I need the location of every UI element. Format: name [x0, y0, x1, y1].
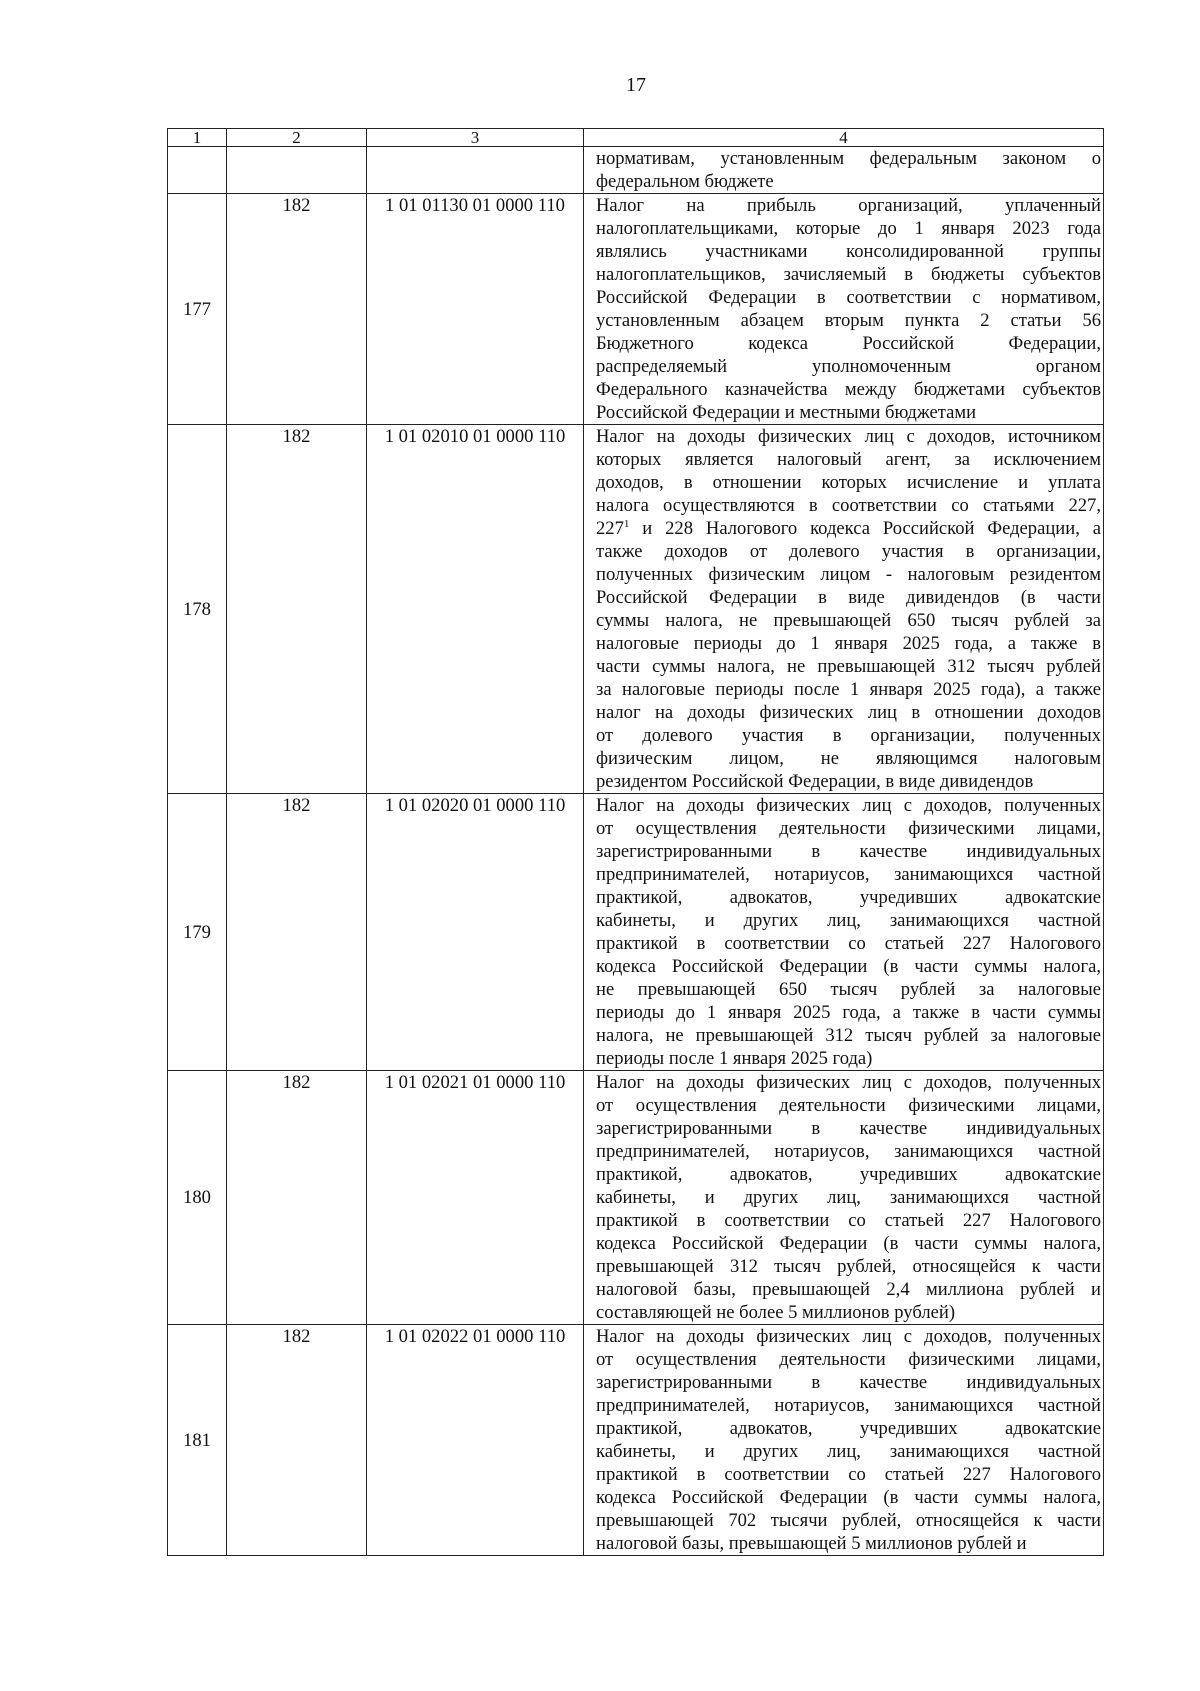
description-line: предпринимателей, нотариусов, занимающихся частной — [596, 1141, 1101, 1162]
description-line: Федерального казначейства между бюджетами субъектов — [596, 379, 1101, 400]
description-line: Налог на доходы физических лиц с доходов, полученных — [596, 795, 1101, 816]
description-line: налоговой базы, превышающей 5 миллионов рублей и — [596, 1533, 1027, 1554]
column-header-1: 1 — [168, 129, 227, 147]
administrator-code-cell: 182 — [227, 425, 367, 794]
description-line: федеральном бюджете — [596, 171, 774, 192]
description-line: резидентом Российской Федерации, в виде дивидендов — [596, 771, 1034, 792]
description-line: Налог на доходы физических лиц с доходов, источником — [596, 426, 1101, 447]
description-line: практикой в соответствии со статьей 227 Налогового — [596, 933, 1101, 954]
description-line: также доходов от долевого участия в организации, — [596, 541, 1101, 562]
table-row — [168, 194, 1104, 425]
row-number-cell: 179 — [168, 794, 227, 1071]
budget-classification-code-cell: 1 01 02021 01 0000 110 — [367, 1071, 584, 1325]
description-line: налоговой базы, превышающей 2,4 миллиона рублей и — [596, 1279, 1101, 1300]
description-line: практикой, адвокатов, учредивших адвокатские — [596, 1418, 1101, 1439]
page-number: 17 — [626, 74, 646, 96]
description-line: физическим лицом, не являющимся налоговым — [596, 748, 1101, 769]
description-line: за налоговые периоды после 1 января 2025 года), а также — [596, 679, 1101, 700]
description-line: периоды после 1 января 2025 года) — [596, 1048, 873, 1069]
description-line: Российской Федерации в виде дивидендов (в части — [596, 587, 1101, 608]
table-row — [168, 147, 1104, 194]
description-line: Бюджетного кодекса Российской Федерации, — [596, 333, 1101, 354]
description-line: практикой, адвокатов, учредивших адвокатские — [596, 887, 1101, 908]
description-line: кабинеты, и других лиц, занимающихся частной — [596, 1187, 1101, 1208]
budget-classification-code-cell: 1 01 02022 01 0000 110 — [367, 1325, 584, 1556]
description-line: превышающей 312 тысяч рублей, относящейся к части — [596, 1256, 1101, 1277]
budget-codes-table — [167, 128, 1104, 1556]
description-line: зарегистрированными в качестве индивидуальных — [596, 1118, 1101, 1139]
description-line: налога, не превышающей 312 тысяч рублей за налоговые — [596, 1025, 1101, 1046]
description-line: от осуществления деятельности физическими лицами, — [596, 818, 1101, 839]
description-line: которых является налоговый агент, за исключением — [596, 449, 1101, 470]
column-header-4: 4 — [584, 129, 1104, 147]
table-row — [168, 794, 1104, 1071]
description-line: суммы налога, не превышающей 650 тысяч рублей за — [596, 610, 1101, 631]
description-line: кабинеты, и других лиц, занимающихся частной — [596, 910, 1101, 931]
description-line: полученных физическим лицом - налоговым резидентом — [596, 564, 1101, 585]
description-line: составляющей не более 5 миллионов рублей) — [596, 1302, 956, 1323]
administrator-code-cell — [227, 147, 367, 194]
row-number-cell: 181 — [168, 1325, 227, 1556]
income-description-cell — [584, 794, 1104, 1071]
description-line: части суммы налога, не превышающей 312 тысяч рублей — [596, 656, 1101, 677]
description-line: предпринимателей, нотариусов, занимающихся частной — [596, 864, 1101, 885]
description-line: зарегистрированными в качестве индивидуальных — [596, 1372, 1101, 1393]
description-line: практикой в соответствии со статьей 227 Налогового — [596, 1464, 1101, 1485]
administrator-code-cell: 182 — [227, 1325, 367, 1556]
income-description-cell — [584, 425, 1104, 794]
description-line: нормативам, установленным федеральным законом о — [596, 148, 1101, 169]
income-description-cell — [584, 1325, 1104, 1556]
administrator-code-cell: 182 — [227, 1071, 367, 1325]
administrator-code-cell: 182 — [227, 194, 367, 425]
description-line: $227^1$ и 228 Налогового кодекса Российской Федерации, а — [596, 517, 1101, 539]
description-line: практикой в соответствии со статьей 227 Налогового — [596, 1210, 1101, 1231]
description-line: установленным абзацем вторым пункта 2 статьи 56 — [596, 310, 1101, 331]
description-line: доходов, в отношении которых исчисление и уплата — [596, 472, 1101, 493]
description-line: зарегистрированными в качестве индивидуальных — [596, 841, 1101, 862]
description-line: являлись участниками консолидированной группы — [596, 241, 1101, 262]
income-description-cell — [584, 1071, 1104, 1325]
budget-classification-code-cell: 1 01 02010 01 0000 110 — [367, 425, 584, 794]
table-body — [168, 129, 1104, 1556]
column-header-3: 3 — [367, 129, 584, 147]
row-number-cell: 180 — [168, 1071, 227, 1325]
description-line: налоговые периоды до 1 января 2025 года, а также в — [596, 633, 1101, 654]
description-line: кабинеты, и других лиц, занимающихся частной — [596, 1441, 1101, 1462]
description-line: Налог на доходы физических лиц с доходов, полученных — [596, 1072, 1101, 1093]
description-line: налогоплательщиков, зачисляемый в бюджеты субъектов — [596, 264, 1101, 285]
description-line: Налог на доходы физических лиц с доходов, полученных — [596, 1326, 1101, 1347]
description-line: превышающей 702 тысячи рублей, относящейся к части — [596, 1510, 1101, 1531]
description-line: от осуществления деятельности физическими лицами, — [596, 1349, 1101, 1370]
row-number-cell — [168, 147, 227, 194]
budget-classification-code-cell: 1 01 01130 01 0000 110 — [367, 194, 584, 425]
row-number-cell: 178 — [168, 425, 227, 794]
income-description-cell — [584, 147, 1104, 194]
description-line: от осуществления деятельности физическими лицами, — [596, 1095, 1101, 1116]
column-header-row — [168, 129, 1104, 147]
description-line: Российской Федерации и местными бюджетами — [596, 402, 977, 423]
column-header-2: 2 — [227, 129, 367, 147]
description-line: налог на доходы физических лиц в отношении доходов — [596, 702, 1101, 723]
description-line: от долевого участия в организации, полученных — [596, 725, 1101, 746]
description-line: не превышающей 650 тысяч рублей за налоговые — [596, 979, 1101, 1000]
table-row — [168, 1071, 1104, 1325]
description-line: налога осуществляются в соответствии со статьями 227, — [596, 495, 1101, 516]
description-line: кодекса Российской Федерации (в части суммы налога, — [596, 956, 1101, 977]
row-number-cell: 177 — [168, 194, 227, 425]
table-row — [168, 425, 1104, 794]
description-line: кодекса Российской Федерации (в части суммы налога, — [596, 1487, 1101, 1508]
description-line: периоды до 1 января 2025 года, а также в части суммы — [596, 1002, 1101, 1023]
budget-classification-code-cell — [367, 147, 584, 194]
description-line: кодекса Российской Федерации (в части суммы налога, — [596, 1233, 1101, 1254]
description-line: предпринимателей, нотариусов, занимающихся частной — [596, 1395, 1101, 1416]
budget-classification-code-cell: 1 01 02020 01 0000 110 — [367, 794, 584, 1071]
administrator-code-cell: 182 — [227, 794, 367, 1071]
description-line: Налог на прибыль организаций, уплаченный — [596, 195, 1101, 216]
table-row — [168, 1325, 1104, 1556]
description-line: налогоплательщиками, которые до 1 января 2023 года — [596, 218, 1101, 239]
description-line: практикой, адвокатов, учредивших адвокатские — [596, 1164, 1101, 1185]
description-line: Российской Федерации в соответствии с нормативом, — [596, 287, 1101, 308]
income-description-cell — [584, 194, 1104, 425]
description-line: распределяемый уполномоченным органом — [596, 356, 1101, 377]
